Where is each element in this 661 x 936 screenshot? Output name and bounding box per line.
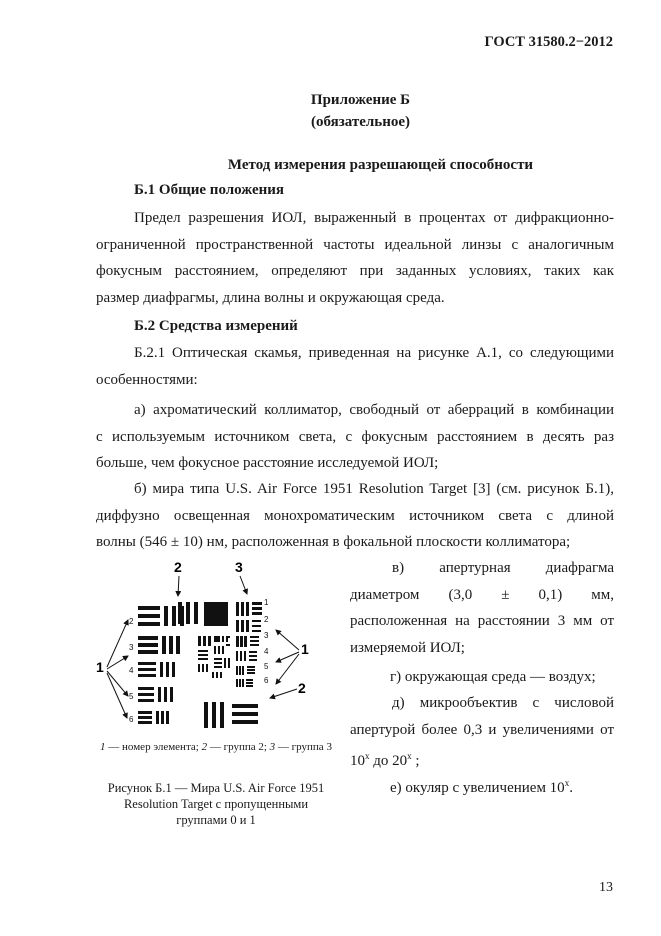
paragraph-line: размер диафрагмы, длина волны и окружающая среда. (96, 290, 445, 307)
callout-group-2-right: 2 (298, 680, 306, 696)
item-b (96, 476, 614, 556)
paragraph-line: Предел разрешения ИОЛ, выраженный в процентах от дифракционно- (134, 210, 614, 226)
item-v (350, 555, 614, 662)
paragraph-line: больше, чем фокусное расстояние исследуемой ИОЛ; (96, 455, 439, 472)
paragraph-line: а) ахроматический коллиматор, свободный от аберраций в комбинации (134, 402, 614, 418)
paragraph-line: диффузно освещенная монохроматическим источником света с длиной (96, 507, 614, 524)
legend-key: 3 (269, 741, 276, 753)
item-e (390, 770, 614, 802)
element-number: 1 (264, 598, 269, 607)
element-number: 6 (264, 676, 269, 685)
sup-x: х (564, 778, 570, 788)
magnification-to: 20 (392, 753, 408, 770)
legend-text: — номер элемента; (105, 741, 202, 753)
section-b1-paragraph (96, 205, 614, 312)
standard-code: ГОСТ 31580.2−2012 (484, 34, 613, 50)
paragraph-line: волны (546 ± 10) нм, расположенная в фокальной плоскости коллиматора; (96, 534, 571, 551)
text-span: ; (411, 753, 420, 770)
sup-x: х (407, 751, 412, 762)
clause-b21 (96, 340, 614, 393)
element-number: 3 (264, 631, 269, 640)
item-g: г) окружающая среда — воздух; (390, 669, 596, 685)
element-number: 5 (264, 662, 269, 671)
page-number: 13 (599, 880, 613, 895)
paragraph-line: ограниченной пространственной частоты идеальной линзы с аналогичным (96, 236, 614, 253)
legend-key: 1 (100, 741, 106, 753)
text-span: до (369, 753, 393, 770)
paragraph-line: фокусным расстоянием, определяют при заданных условиях, таких как (96, 263, 614, 280)
element-number: 6 (129, 715, 134, 724)
paragraph-line: измеряемой ИОЛ; (350, 640, 465, 657)
caption-line: группами 0 и 1 (176, 813, 256, 827)
appendix-status: (обязательное) (310, 114, 411, 130)
paragraph-line: расположенная на расстоянии 3 мм от (350, 613, 614, 630)
paragraph-line: особенностями: (96, 371, 198, 388)
element-number: 3 (129, 643, 134, 652)
element-number: 4 (264, 647, 269, 656)
caption-line: Рисунок Б.1 — Мира U.S. Air Force 1951 (107, 781, 325, 795)
paragraph-line: Б.2.1 Оптическая скамья, приведенная на рисунке А.1, со следующими (134, 345, 614, 361)
sup-x: х (365, 751, 370, 762)
text-span: . (569, 780, 573, 796)
callout-element-right: 1 (301, 641, 309, 657)
caption-line: Resolution Target с пропущенными (123, 797, 309, 811)
target-bars (138, 602, 262, 728)
method-title: Метод измерения разрешающей способности (227, 157, 534, 173)
legend-text: — группа 3 (275, 741, 332, 753)
legend-text: — группа 2; (207, 741, 270, 753)
resolution-target-figure (92, 556, 342, 736)
paragraph-line: в) апертурная диафрагма (392, 560, 614, 576)
paragraph-line (350, 743, 614, 770)
magnification-from: 10 (350, 753, 365, 770)
paragraph-line: апертурой более 0,3 и увеличениями от (350, 721, 614, 738)
element-number: 2 (264, 615, 269, 624)
element-number: 4 (129, 666, 134, 675)
element-number: 5 (129, 692, 134, 701)
paragraph-line: б) мира типа U.S. Air Force 1951 Resolution Target [3] (см. рисунок Б.1), (134, 481, 614, 497)
text-span: е) окуляр с увеличением 10 (390, 780, 565, 796)
paragraph-line: с используемым источником света, с фокусным расстоянием в десять раз (96, 428, 614, 445)
paragraph-line: д) микрообъектив с числовой (392, 695, 614, 711)
item-d (350, 690, 614, 770)
element-number: 2 (129, 617, 134, 626)
figure-legend (96, 741, 336, 753)
appendix-title: Приложение Б (310, 92, 411, 108)
item-a (96, 397, 614, 477)
callout-group-2: 2 (174, 559, 182, 575)
figure-caption (96, 780, 336, 828)
callout-element-left: 1 (96, 659, 104, 675)
callout-group-3: 3 (235, 559, 243, 575)
paragraph-line: диаметром (3,0 ± 0,1) мм, (350, 586, 614, 603)
legend-key: 2 (201, 741, 208, 753)
section-b2-heading: Б.2 Средства измерений (134, 318, 298, 334)
section-b1-heading: Б.1 Общие положения (134, 182, 285, 198)
